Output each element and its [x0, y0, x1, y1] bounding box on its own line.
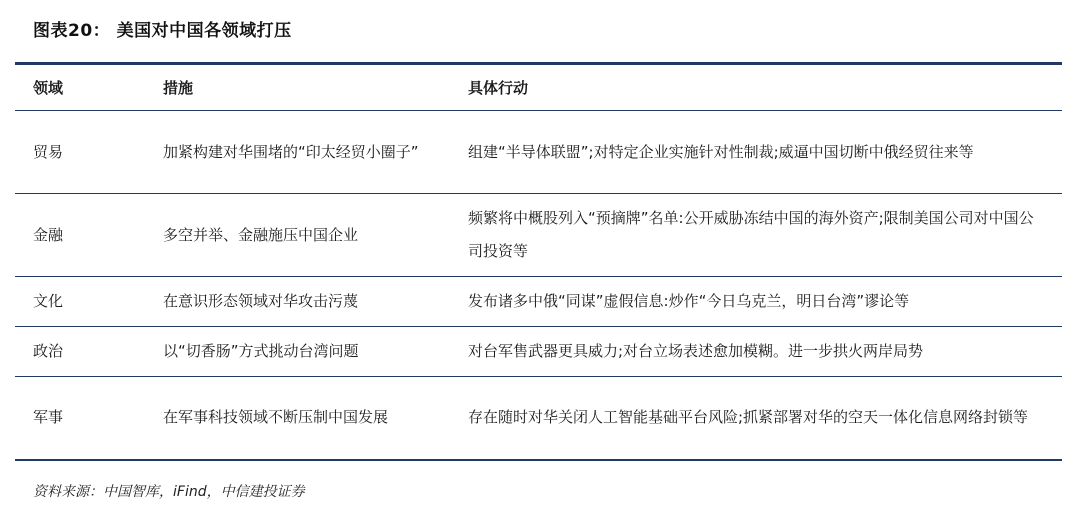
cell-field: 政治 [33, 342, 64, 360]
measures-table [15, 62, 1062, 461]
table-header [15, 64, 1062, 111]
table-body [15, 111, 1062, 460]
table-row [15, 111, 1062, 194]
cell-measure: 以“切香肠”方式挑动台湾问题 [163, 342, 359, 360]
cell-action: 组建“半导体联盟”;对特定企业实施针对性制裁;威逼中国切断中俄经贸往来等 [468, 142, 974, 161]
table-row [15, 194, 1062, 277]
cell-field: 金融 [33, 225, 64, 244]
cell-action: 发布诸多中俄“同谋”虚假信息:炒作“今日乌克兰，明日台湾”谬论等 [468, 292, 910, 310]
header-action: 具体行动 [468, 79, 529, 97]
cell-measure: 在意识形态领域对华攻击污蔑 [163, 292, 359, 310]
source-note: 资料来源：中国智库，iFind，中信建投证券 [33, 484, 305, 500]
table-row [15, 377, 1062, 460]
header-row [15, 64, 1062, 111]
cell-measure: 加紧构建对华围堵的“印太经贸小圈子” [163, 142, 419, 161]
cell-action: 存在随时对华关闭人工智能基础平台风险;抓紧部署对华的空天一体化信息网络封锁等 [468, 408, 1029, 427]
table-row [15, 327, 1062, 377]
cell-field: 军事 [33, 408, 64, 427]
cell-measure: 多空并举、金融施压中国企业 [163, 225, 359, 244]
header-measure: 措施 [163, 79, 194, 97]
cell-measure: 在军事科技领域不断压制中国发展 [163, 408, 389, 427]
cell-action: 对台军售武器更具威力;对台立场表述愈加模糊。进一步拱火两岸局势 [468, 342, 924, 360]
cell-field: 文化 [33, 292, 64, 310]
cell-action: 频繁将中概股列入“预摘牌”名单:公开威胁冻结中国的海外资产;限制美国公司对中国公司投资等 [468, 209, 1034, 260]
figure-title: 图表20： 美国对中国各领域打压 [33, 21, 292, 41]
cell-field: 贸易 [33, 142, 64, 161]
table-row [15, 277, 1062, 327]
header-field: 领域 [33, 79, 64, 97]
